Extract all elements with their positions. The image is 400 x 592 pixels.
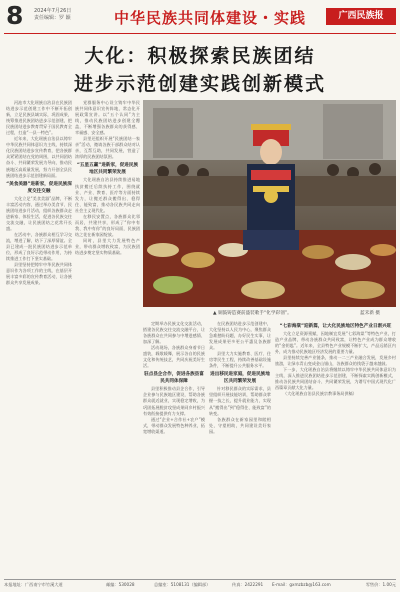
subhead-3: 驻点县企合作，促进各族县富民共同体保障	[144, 372, 204, 385]
paper-name-badge: 广西民族报	[326, 8, 396, 25]
subhead-4: “七彩海棠”迎新篇，让大化民族地区特色产业日渐兴旺	[279, 324, 392, 329]
section-title: 中华民族共同体建设・实践	[114, 9, 307, 27]
subhead-1: “美食美器”进新家，促进民族深度交往交融	[6, 181, 72, 194]
festival-photo-illustration	[143, 100, 396, 307]
footer-price: 零售价：1.00元	[365, 582, 396, 587]
photo-credit: 蓝禾新 摄	[360, 311, 380, 316]
footer-address: 本报地址：广西南宁市竹溪大道	[4, 582, 63, 587]
issue-date: 2024年7月26日	[34, 8, 72, 14]
body-column-2: 党群服务中心设立铸牢中华民族共同体意识宣传阵地，常态化开展政策宣讲。以“五个认同”为主线，推动民族团结进步创建全覆盖，不断增强各族群众的获得感、幸福感、安全感。 县里还组织开展“民族团结一家亲”活动，邀请各族干部群众结对认亲，互帮互助，共同发展，营造了浓厚的民族团结氛围。 “五星五赢”进新家，促进民族地区共同繁荣发展 大化瑶族自治县持续推进易地扶贫搬迁后续扶持工作，围绕就业、产业、教育、医疗等方面持续发力，让搬迁群众搬得出、稳得住、能致富，推动各民族共同走向社会主义现代化。 在移民安置点，各族群众比邻而居，共建共享，形成了“你中有我、我中有你”的良好局面，民族团结之花在新家园绽放。 同时，县里大力发展特色产业，带动群众增收致富，为民族团结进步奠定坚实物质基础。	[75, 100, 140, 256]
subhead-2: “五星五赢”进新家，促进民族地区共同繁荣发展	[76, 163, 139, 176]
footer-email: E-mail：gxmzbzb@163.com	[272, 582, 331, 587]
photo-caption: ▲ 铜鼓铸造赛前盛装歌手“化学彩翎”。	[213, 311, 292, 316]
body-column-5: “七彩海棠”迎新篇，让大化民族地区特色产业日渐兴旺 大化立足资源禀赋，因地制宜发展“七彩海棠”等特色产业，打造产业品牌，带动各族群众共同致富，让特色产业成为群众增收的“金钥匙”。近年来，全县特色产业规模不断扩大，产品远销区内外，成为推动民族地区经济发展的重要力量。 县里持续完善产业链条，推动一二三产业融合发展，发展乡村旅游，让绿水青山变成金山银山，各族群众的钱袋子越来越鼓。 下一步，大化瑶族自治县将继续以铸牢中华民族共同体意识为主线，深入推进民族团结进步示范创建，不断探索实践创新模式，推动各民族共同团结奋斗、共同繁荣发展，为谱写中国式现代化广西篇章贡献大化力量。 （大化瑶族自治县民族宗教事务局供稿）	[275, 324, 396, 397]
footer-postcode: 邮编：530028	[106, 582, 135, 587]
issue-editors: 责任编辑：罗 颖	[34, 15, 71, 21]
feature-photo	[143, 100, 396, 307]
footer-phone: 总编室：5108131（编辑部）	[154, 582, 211, 587]
page-footer	[4, 579, 396, 589]
subhead-5: 进出移民进家庭，促进民族地区共同繁荣发展	[210, 372, 270, 385]
headline-line-1: 大化：积极探索民族团结	[84, 45, 316, 67]
footer-fax: 传真：2422291	[232, 582, 264, 587]
issue-meta	[34, 8, 71, 22]
body-column-3: 定期举办民族文化交流活动，搭建各民族交往交流交融平台，让各族群众在共同参与中增进感情、加深了解。 活动现场，各族群众身着节日盛装，载歌载舞，展示各自的民族文化和传统技艺，共同庆祝美好生活。 驻点县企合作，促进各族县富民共同体保障 县里积极推动县企合作，引导企业参与民族地区建设，帮助各族群众就近就业，实现稳定增收，为巩固拓展脱贫攻坚成果同乡村振兴有效衔接提供有力支撑。 通过“企业+合作社+农户”模式，带动群众发展特色种养业，拓宽增收渠道。	[143, 321, 205, 434]
body-column-4: 在民族团结进步示范创建中，大化坚持以人民为中心，聚焦群众急难愁盼问题，办好民生实事，让发展成果更多更公平惠及各族群众。 县里大力实施教育、医疗、住房等民生工程，持续改善基础设施条件，不断提升公共服务水平。 进出移民进家庭，促进民族地区共同繁荣发展 针对移民群众的实际需求，县里组织开展技能培训，帮助群众掌握一技之长，提升就业能力，实现从“搬得出”到“稳得住、能致富”的转变。 各族群众在新家园里和睦相处，守望相助，共同建设美好家园。	[209, 321, 271, 434]
headline-line-2: 进步示范创建实践创新模式	[73, 73, 326, 95]
page-header	[4, 3, 396, 34]
body-column-1: 河池市大化瑶族自治县在民族团结进步示范创建工作中不断开拓创新，立足民族县域实际，巩固成果，统筹推进民族团结进步示范创建，把民族团结进步教育贯穿于国民教育全过程，打造“一县一特色”。 近年来，大化瑶族自治县以铸牢中华民族共同体意识为主线，持续深化民族团结进步宣传教育，把各族群众紧紧团结在党的周围，以共同团结奋斗、共同繁荣发展为导向，推动民族地区高质量发展，努力开创全县民族团结进步示范创建新局面。 “美食美器”进新家，促进民族深度交往交融 大化立足“美食美器”品牌，不断丰富活动内容，通过举办美食节、民族团结进步月活动，组织各族群众走进新家、体验生活，促进各民族交往交流交融，让民族团结之花常开长盛。 在活动中，各族群众相互学习交流，增进了解，结下了深厚情谊。全县已建成一批民族团结进步示范单位，形成了良好示范带动作用，为持续推进工作打下坚实基础。 县里坚持把铸牢中华民族共同体意识作为各项工作的主线，在基层开展丰富多彩的宣传教育活动，让各族群众共享发展成果。	[6, 100, 72, 286]
newspaper-page	[4, 3, 396, 589]
page-number: 8	[6, 3, 24, 30]
